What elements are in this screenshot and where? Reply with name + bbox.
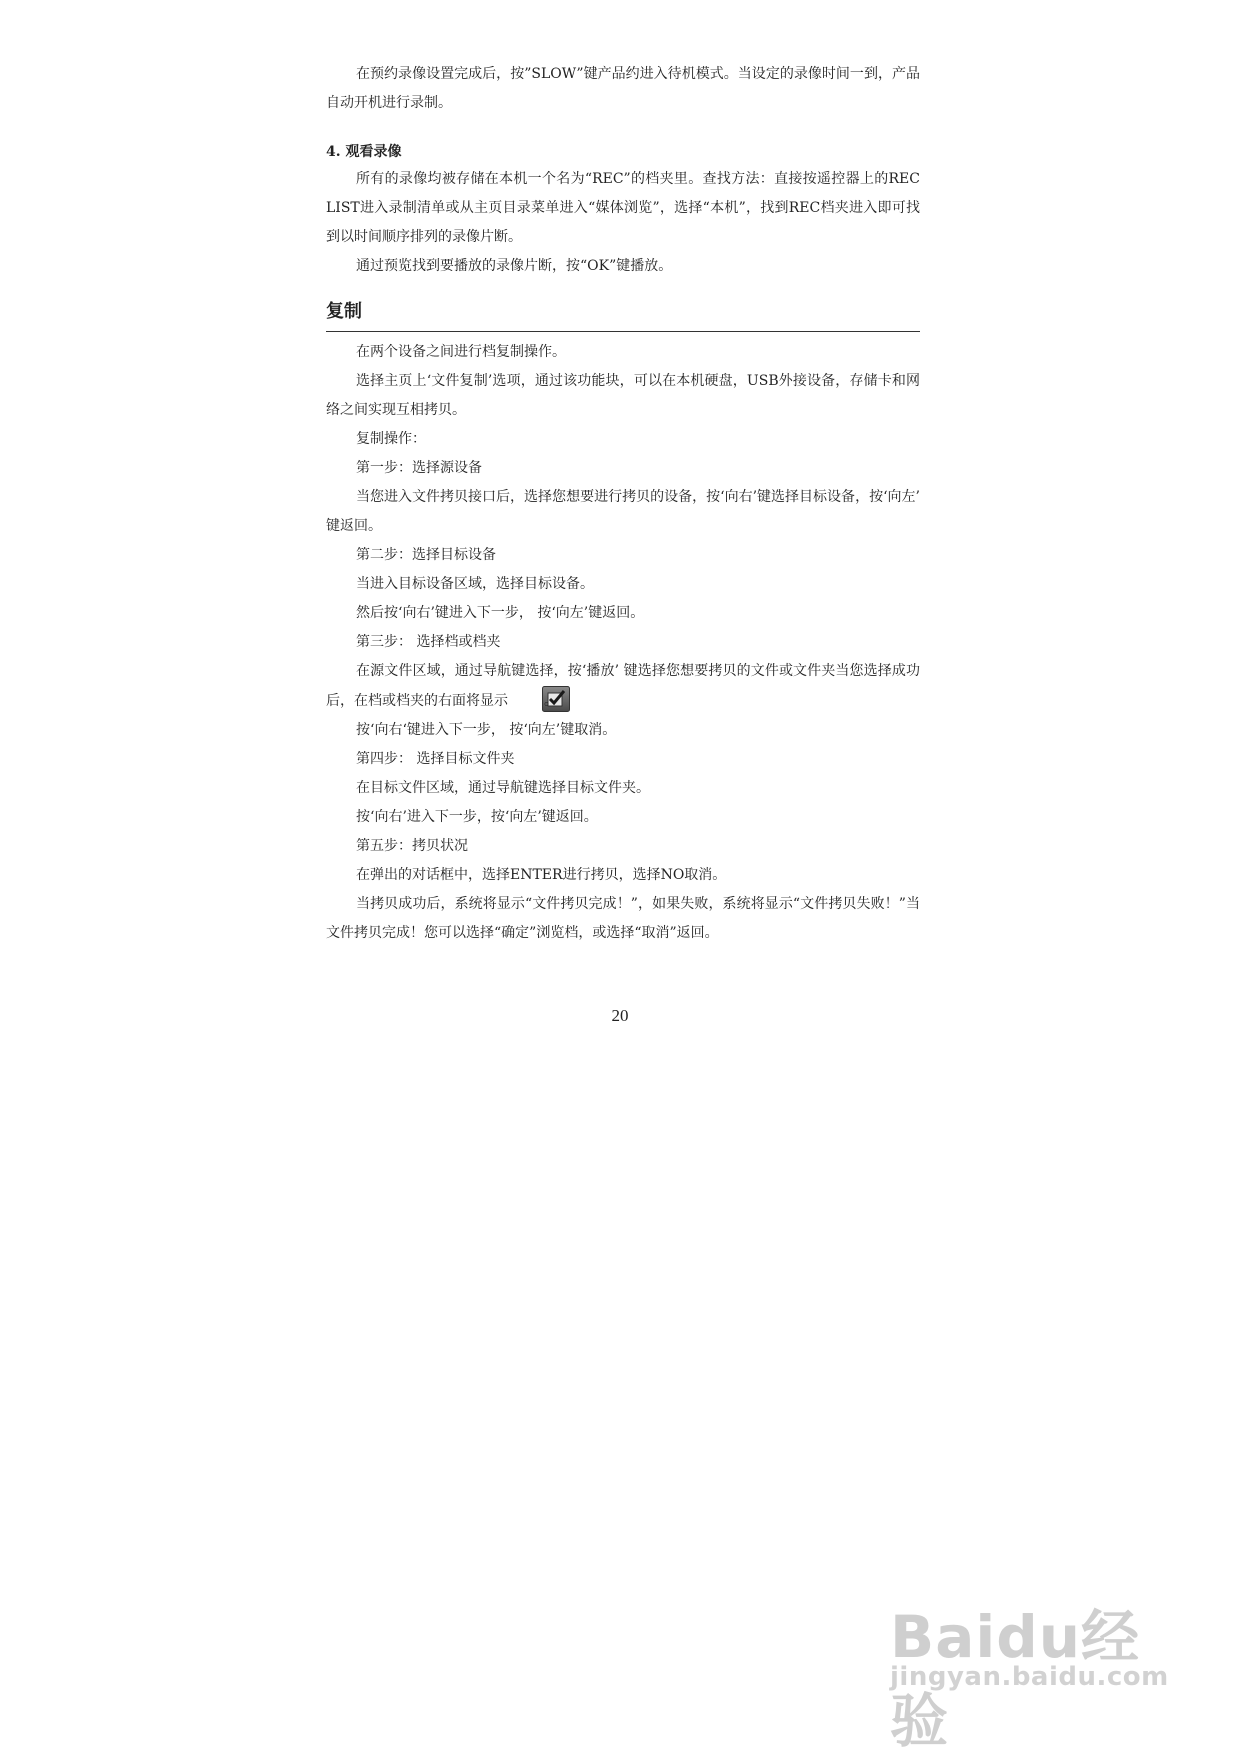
paragraph: 当进入目标设备区域，选择目标设备。 [356, 576, 594, 592]
paragraph: 通过预览找到要播放的录像片断，按“OK”键播放。 [356, 258, 673, 274]
paragraph: 当拷贝成功后，系统将显示“文件拷贝完成！”，如果失败，系统将显示“文件拷贝失败！”当文件拷贝完成！您可以选择“确定”浏览档，或选择“取消”返回。 [326, 896, 920, 941]
watermark-url: jingyan.baidu.com [890, 1662, 1169, 1692]
step-label: 第五步：拷贝状况 [356, 838, 468, 854]
paragraph: 所有的录像均被存储在本机一个名为“REC”的档夹里。查找方法：直接按遥控器上的REC LIST进入录制清单或从主页目录菜单进入“媒体浏览”，选择“本机”，找到REC档夹进入即可找到以时间顺序排列的录像片断。 [326, 171, 920, 245]
paragraph: 复制操作： [356, 431, 426, 447]
step-label: 第二步：选择目标设备 [356, 547, 496, 563]
paragraph: 按‘向右’进入下一步，按‘向左’键返回。 [356, 809, 598, 825]
subsection-heading: 4. 观看录像 [326, 144, 402, 160]
paragraph: 当您进入文件拷贝接口后，选择您想要进行拷贝的设备，按‘向右’键选择目标设备，按‘向左’ 键返回。 [326, 489, 920, 534]
document-page [326, 60, 920, 948]
step-label: 第四步： 选择目标文件夹 [356, 751, 515, 767]
paragraph: 选择主页上‘文件复制’选项，通过该功能块，可以在本机硬盘，USB外接设备，存储卡和网络之间实现互相拷贝。 [326, 373, 920, 418]
paragraph [326, 657, 920, 716]
paragraph: 在弹出的对话框中，选择ENTER进行拷贝，选择NO取消。 [356, 867, 727, 883]
step-label: 第一步：选择源设备 [356, 460, 482, 476]
step3-text: 在源文件区域，通过导航键选择，按‘播放’ 键选择您想要拷贝的文件或文件夹当您选择成功后，在档或档夹的右面将显示 [326, 663, 920, 709]
step3-text-end: 。 [544, 693, 558, 709]
page-number: 20 [611, 1006, 629, 1025]
paragraph: 在两个设备之间进行档复制操作。 [356, 344, 566, 360]
baidu-watermark [880, 1590, 1180, 1755]
paragraph: 在目标文件区域，通过导航键选择目标文件夹。 [356, 780, 650, 796]
watermark-logo-text: Baidu经验 [890, 1603, 1141, 1755]
paragraph: 在预约录像设置完成后，按”SLOW”键产品约进入待机模式。当设定的录像时间一到，产品自动开机进行录制。 [326, 66, 920, 111]
paragraph: 按‘向右‘键进入下一步， 按‘向左’键取消。 [356, 722, 617, 738]
checkbox-checked-icon [512, 686, 540, 712]
step-label: 第三步： 选择档或档夹 [356, 634, 501, 650]
section-title: 复制 [326, 299, 920, 332]
paragraph: 然后按‘向右’键进入下一步， 按‘向左’键返回。 [356, 605, 645, 621]
